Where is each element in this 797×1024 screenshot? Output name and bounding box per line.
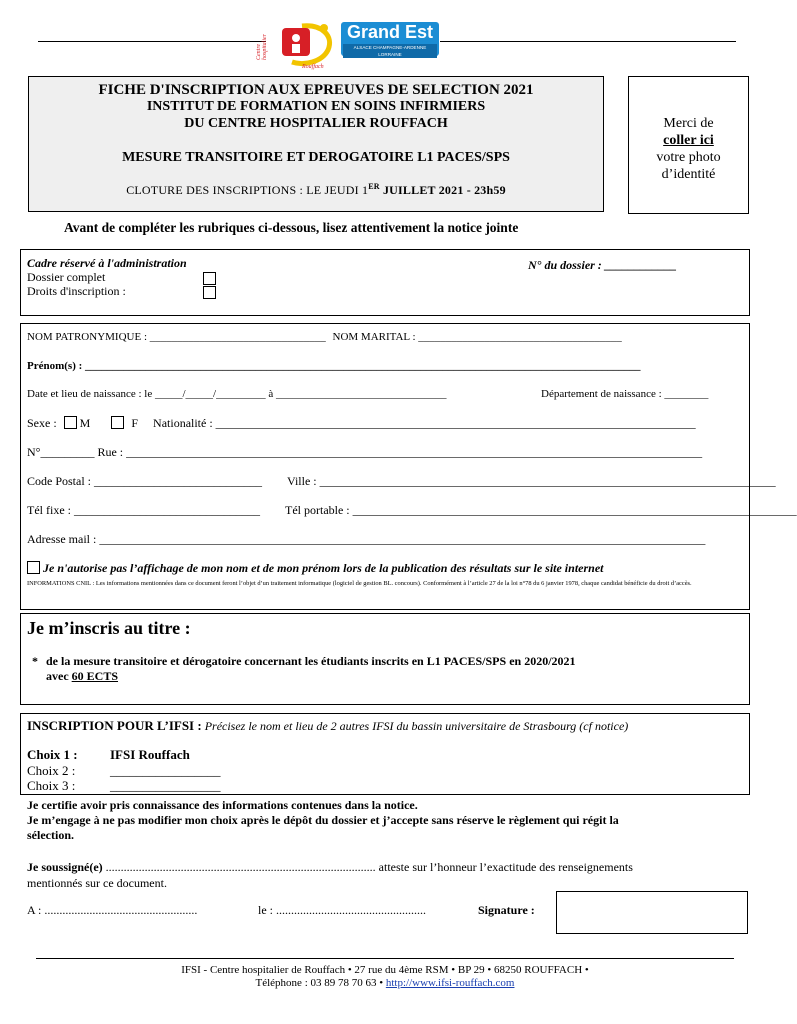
footer-address: IFSI - Centre hospitalier de Rouffach • 27 rue du 4ème RSM • BP 29 • 68250 ROUFFACH • [181,964,589,976]
certify-line1: Je certifie avoir pris connaissance des informations contenues dans la notice. [27,798,418,812]
photo-line4: d’identité [661,167,716,182]
grandest-title: Grand Est [346,22,434,42]
email-field[interactable]: Adresse mail : _____________________________________________________________________________________________________ [27,532,706,546]
certify-line3: sélection. [27,828,74,842]
ifsi-row [27,718,628,734]
tel-portable-field[interactable]: Tél portable : __________________________________________________________________________ [285,503,797,517]
photo-line1: Merci de [663,116,714,131]
titre-text-avec: avec [46,669,72,683]
sexe-m-label: M [79,416,91,430]
dossier-complet-checkbox[interactable] [203,272,216,285]
titre-text-line1: de la mesure transitoire et dérogatoire concernant les étudiants inscrits en L1 PACES/SPS en 2020/2021 [46,654,576,668]
footer-rule [36,958,734,959]
ifsi-label: INSCRIPTION POUR L’IFSI : [27,718,202,733]
soussigne-line2: mentionnés sur ce document. [27,876,167,890]
choix3-label: Choix 3 : [27,778,76,793]
admin-title: Cadre réservé à l'administration [27,256,187,270]
photo-line2: coller ici [663,133,714,148]
ville-field[interactable]: Ville : ____________________________________________________________________________ [287,474,776,488]
droits-checkbox[interactable] [203,286,216,299]
choix2-label: Choix 2 : [27,763,76,778]
choix2-field[interactable]: _________________ [110,763,221,778]
adresse-field[interactable]: N°_________ Rue : ________________________________________________________________________________________________ [27,445,703,459]
date-field[interactable]: le : .................................................. [258,903,426,917]
instruction-text: Avant de compléter les rubriques ci-dessous, lisez attentivement la notice jointe [64,220,519,235]
closing-date [28,182,604,198]
titre-bullet: * [32,654,38,668]
lieu-field[interactable]: A : ................................................... [27,903,198,917]
closing-date-a: CLOTURE DES INSCRIPTIONS : LE JEUDI 1 [126,183,369,197]
institute-name: INSTITUT DE FORMATION EN SOINS INFIRMIERS [146,99,486,114]
soussigne-text: .......................................................................................... atteste sur l’honneur l’exactitude des renseignements [102,860,633,874]
cnil-notice: INFORMATIONS CNIL : Les informations mentionnées dans ce document feront l’objet d’un traitement informatique (logiciel de gestion BL. concours). Conformément à l’article 27 de la loi n°78 du 6 janvier 1978, chaque candidat bénéficie du droit d’accès. [27,580,692,587]
naissance-field[interactable]: Date et lieu de naissance : le _____/_____/_________ à _______________________________ [27,388,447,400]
soussigne-label: Je soussigné(e) [27,860,103,874]
nom-field[interactable] [27,331,737,343]
tel-fixe-field[interactable]: Tél fixe : _______________________________ [27,503,260,517]
autorise-label: Je n'autorise pas l’affichage de mon nom et de mon prénom lors de la publication des résultats sur le site internet [43,561,604,575]
header-rule-right [440,41,736,42]
choix3-field[interactable]: _________________ [110,778,221,793]
closing-date-sup: ER [368,182,380,191]
form-title: FICHE D'INSCRIPTION AUX EPREUVES DE SELECTION 2021 [98,82,534,98]
code-postal-field[interactable]: Code Postal : ____________________________ [27,474,263,488]
signature-box[interactable] [556,891,748,934]
sexe-m-checkbox[interactable] [64,416,77,429]
admin-droits: Droits d'inscription : [27,284,126,298]
choix1-label: Choix 1 : [27,747,78,762]
sexe-row [27,416,739,431]
closing-date-b: JUILLET 2021 - 23h59 [379,183,506,197]
departement-field[interactable]: Département de naissance : ________ [541,388,709,400]
header-rule-left [38,41,266,42]
footer-contact [0,977,770,989]
sexe-f-label: F [131,416,139,430]
hospital-logo-city: Rouffach [302,64,324,70]
nom-marital-label: NOM MARITAL : _____________________________________ [332,331,622,343]
prenoms-field[interactable]: Prénom(s) : _____________________________________________________________________________________________________ [27,360,641,372]
choix1-value: IFSI Rouffach [110,747,190,762]
nom-label: NOM PATRONYMIQUE : ________________________________ [27,331,326,343]
titre-ects: 60 ECTS [71,669,119,683]
hospital-logo-text: Centre hospitalier [256,33,268,60]
dossier-number: N° du dossier : ____________ [528,258,677,272]
autorise-row [27,561,739,576]
titre-heading: Je m’inscris au titre : [27,618,191,638]
soussigne-row[interactable] [27,860,747,875]
hospital-logo [258,18,338,72]
grandest-subtitle: ALSACE CHAMPAGNE-ARDENNE LORRAINE [343,44,437,58]
hospital-name: DU CENTRE HOSPITALIER ROUFFACH [184,116,448,131]
certify-line2: Je m’engage à ne pas modifier mon choix après le dépôt du dossier et j’accepte sans réserve le règlement qui régit la [27,813,619,827]
grandest-logo [341,22,439,56]
admin-dossier-complet: Dossier complet [27,270,106,284]
footer-website-link[interactable]: http://www.ifsi-rouffach.com [385,977,515,989]
signature-label: Signature : [478,903,535,917]
photo-line3: votre photo [656,150,721,165]
sexe-f-checkbox[interactable] [111,416,124,429]
footer-phone: Téléphone : 03 89 78 70 63 • [255,977,386,989]
nationalite-field[interactable]: Nationalité : ________________________________________________________________________________ [153,416,696,430]
ifsi-hint: Précisez le nom et lieu de 2 autres IFSI du bassin universitaire de Strasbourg (cf notice) [204,719,629,733]
titre-text-line2 [46,669,118,684]
sexe-label: Sexe : [27,416,57,430]
autorise-checkbox[interactable] [27,561,40,574]
measure-title: MESURE TRANSITOIRE ET DEROGATOIRE L1 PACES/SPS [122,150,510,165]
